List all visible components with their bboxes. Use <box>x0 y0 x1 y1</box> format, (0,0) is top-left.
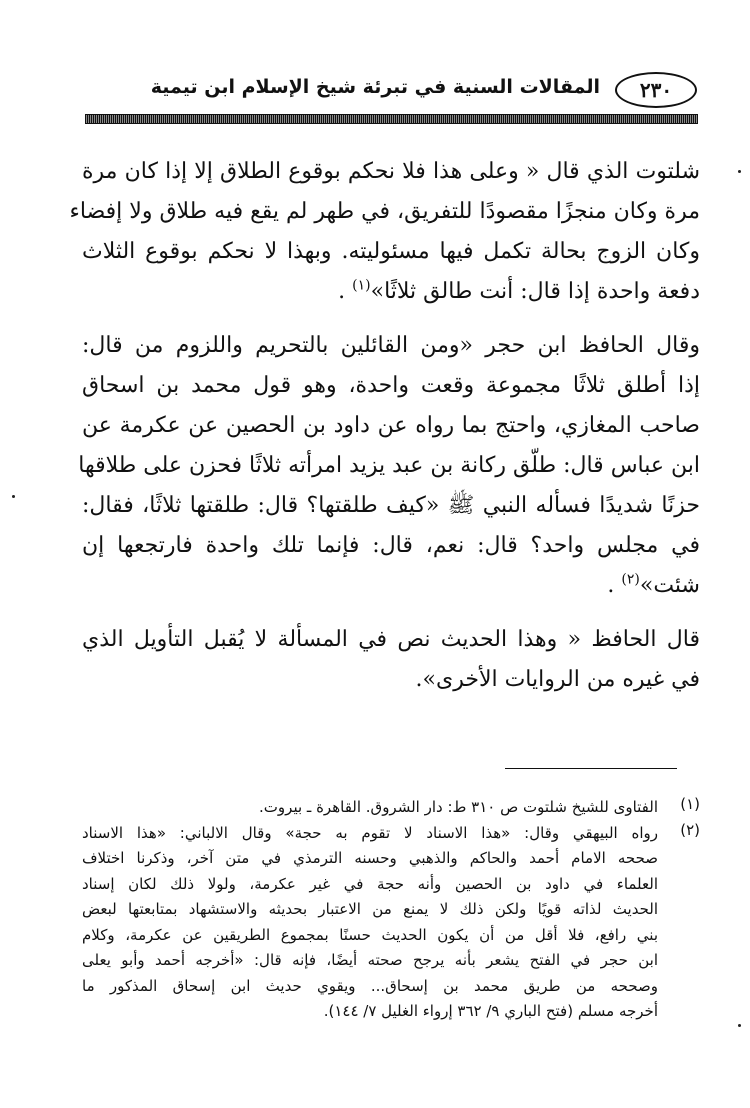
text-line: في غيره من الروايات الأخرى». <box>415 667 700 692</box>
text-line <box>82 566 700 606</box>
paragraph-3 <box>82 620 700 700</box>
text-line: قال الحافظ « وهذا الحديث نص في المسألة لا يُقبل التأويل الذي <box>82 627 700 652</box>
footnote-line: ابن حجر في الفتح يشعر بأنه يرجح صحته أيضًا، فإنه قال: «أخرجه أحمد وأبو يعلى <box>82 951 658 969</box>
page-header <box>85 72 697 114</box>
footnote-reference[interactable]: (٢) <box>621 571 640 588</box>
scan-speck <box>738 170 741 173</box>
text-line: في مجلس واحد؟ قال: نعم، قال: فإنما تلك واحدة فارتجعها إن <box>82 533 700 558</box>
scan-speck <box>738 1024 741 1027</box>
footnote-line: وصححه من طريق محمد بن إسحاق... ويقوي حديث ابن إسحاق المذكور ما <box>82 976 658 995</box>
text-segment: شئت» <box>639 573 700 598</box>
text-line: ابن عباس قال: طلّق ركانة بن عبد يزيد امرأته ثلاثًا فحزن على طلاقها <box>78 453 700 478</box>
running-title: المقالات السنية في تبرئة شيخ الإسلام ابن تيمية <box>150 76 600 98</box>
footnote-line: العلماء في داود بن الحصين وأنه حجة في غير عكرمة، ولولا ذلك لكان إسناد <box>82 874 658 893</box>
main-text <box>69 152 700 700</box>
footnote-1 <box>82 795 700 821</box>
footnote-line: بني رافع، فلا أقل من أن يكون الحديث حسنًا بمجموع الطريقين عن عكرمة، وكلام <box>82 925 658 944</box>
footnote-reference[interactable]: (١) <box>352 277 371 294</box>
header-rule <box>85 114 698 124</box>
footnote-separator <box>505 768 677 769</box>
text-segment: دفعة واحدة إذا قال: أنت طالق ثلاثًا» <box>370 279 700 304</box>
footnote-number: (١) <box>680 795 700 813</box>
text-line: حزنًا شديدًا فسأله النبي ﷺ «كيف طلقتها؟ قال: طلقتها ثلاثًا، فقال: <box>82 493 700 518</box>
footnote-2 <box>82 821 700 1025</box>
footnote-line: رواه البيهقي وقال: «هذا الاسناد لا تقوم به حجة» وقال الالباني: «هذا الاسناد <box>82 823 658 842</box>
footnote-line: صححه الامام أحمد والحاكم والذهبي وحسنه الترمذي في متن آخر، وذكرنا اختلاف <box>82 849 658 867</box>
footnote-line: الفتاوى للشيخ شلتوت ص ٣١٠ ط: دار الشروق. القاهرة ـ بيروت. <box>259 798 658 816</box>
scan-speck <box>12 495 15 498</box>
text-line: صاحب المغازي، واحتج بما رواه عن داود بن الحصين عن عكرمة عن <box>82 413 700 438</box>
page-number: ٢٣٠ <box>615 72 697 108</box>
text-line: إذا أطلق ثلاثًا مجموعة وقعت واحدة، وهو قول محمد بن اسحاق <box>82 373 700 398</box>
text-line: شلتوت الذي قال « وعلى هذا فلا نحكم بوقوع الطلاق إلا إذا كان مرة <box>82 159 700 184</box>
sentence-end: . <box>607 573 615 598</box>
text-line: مرة وكان منجزًا مقصودًا للتفريق، في طهر لم يقع فيه طلاق ولا إفضاء <box>69 199 700 224</box>
paragraph-2 <box>78 326 700 606</box>
footnote-line: الحديث لذاته قويًا ولكن ذلك لا يمنع من الاعتبار بحديثه والاستشهاد بمتابعتها لبعض <box>82 900 658 918</box>
footnote-line: أخرجه مسلم (فتح الباري ٩/ ٣٦٢ إرواء الغليل ٧/ ١٤٤). <box>323 1002 658 1020</box>
sentence-end: . <box>338 279 346 304</box>
text-line: وكان الزوج بحالة تكمل فيها مسئوليته. وبهذا لا نحكم بوقوع الثلاث <box>82 239 700 264</box>
text-line: وقال الحافظ ابن حجر «ومن القائلين بالتحريم واللزوم من قال: <box>82 333 700 358</box>
footnotes <box>82 795 700 1025</box>
footnote-number: (٢) <box>680 820 700 839</box>
text-line <box>82 272 700 312</box>
paragraph-1 <box>69 152 700 312</box>
